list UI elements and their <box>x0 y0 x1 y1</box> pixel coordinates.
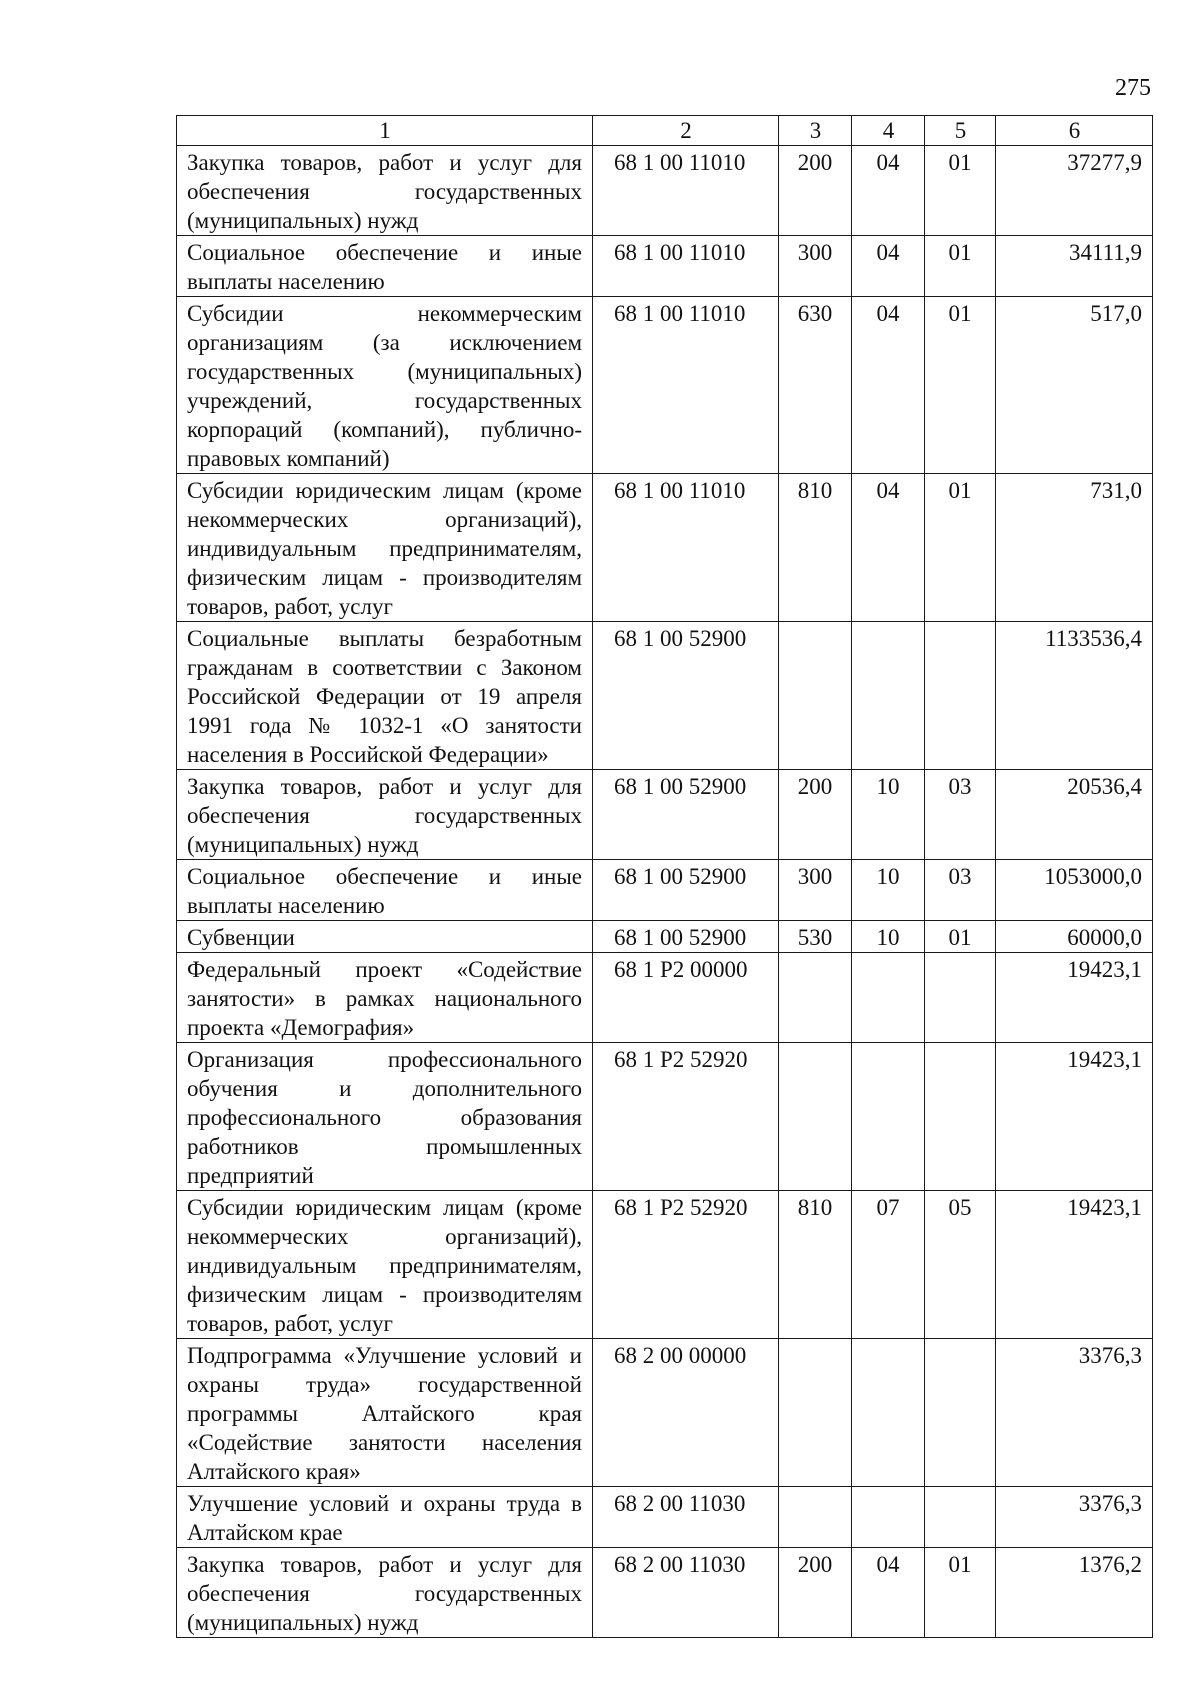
table-row <box>177 921 1153 953</box>
item-name-cell: Социальное обеспечение и иные выплаты населению <box>177 860 593 921</box>
section-cell: 04 <box>852 146 925 236</box>
classification-code-cell: 68 1 00 52900 <box>593 622 779 770</box>
expense-type-cell: 200 <box>779 1548 852 1638</box>
item-name-cell: Закупка товаров, работ и услуг для обеспечения государственных (муниципальных) нужд <box>177 146 593 236</box>
item-name-cell: Закупка товаров, работ и услуг для обеспечения государственных (муниципальных) нужд <box>177 1548 593 1638</box>
classification-code-cell: 68 1 P2 00000 <box>593 953 779 1043</box>
classification-code-cell: 68 2 00 00000 <box>593 1339 779 1487</box>
budget-table <box>176 115 1153 1638</box>
expense-type-cell: 810 <box>779 1191 852 1339</box>
item-name-cell: Социальные выплаты безработным гражданам в соответствии с Законом Российской Федерации от 19 апреля 1991 года № 1032-1 «О занятости населения в Российской Федерации» <box>177 622 593 770</box>
subsection-cell: 01 <box>925 297 996 474</box>
item-name-cell: Организация профессионального обучения и дополнительного профессионального образования работников промышленных предприятий <box>177 1043 593 1191</box>
item-name-cell: Субсидии юридическим лицам (кроме некоммерческих организаций), индивидуальным предпринимателям, физическим лицам - производителям товаров, работ, услуг <box>177 1191 593 1339</box>
subsection-cell: 01 <box>925 236 996 297</box>
subsection-cell <box>925 622 996 770</box>
classification-code-cell: 68 1 00 11010 <box>593 146 779 236</box>
subsection-cell: 03 <box>925 860 996 921</box>
amount-cell: 1133536,4 <box>996 622 1153 770</box>
column-header-1: 1 <box>177 116 593 146</box>
table-row <box>177 1043 1153 1191</box>
expense-type-cell: 300 <box>779 236 852 297</box>
table-row <box>177 1191 1153 1339</box>
table-row <box>177 1339 1153 1487</box>
subsection-cell <box>925 1339 996 1487</box>
expense-type-cell: 810 <box>779 474 852 622</box>
amount-cell: 60000,0 <box>996 921 1153 953</box>
column-header-6: 6 <box>996 116 1153 146</box>
expense-type-cell <box>779 1339 852 1487</box>
section-cell <box>852 1043 925 1191</box>
table-row <box>177 1548 1153 1638</box>
item-name-cell: Субсидии юридическим лицам (кроме некоммерческих организаций), индивидуальным предпринимателям, физическим лицам - производителям товаров, работ, услуг <box>177 474 593 622</box>
classification-code-cell: 68 1 P2 52920 <box>593 1191 779 1339</box>
amount-cell: 3376,3 <box>996 1487 1153 1548</box>
expense-type-cell: 200 <box>779 146 852 236</box>
classification-code-cell: 68 1 00 52900 <box>593 860 779 921</box>
item-name-cell: Федеральный проект «Содействие занятости» в рамках национального проекта «Демография» <box>177 953 593 1043</box>
classification-code-cell: 68 1 00 52900 <box>593 770 779 860</box>
table-row <box>177 297 1153 474</box>
table-body <box>177 146 1153 1638</box>
table-row <box>177 146 1153 236</box>
table-header <box>177 116 1153 146</box>
column-header-4: 4 <box>852 116 925 146</box>
subsection-cell: 01 <box>925 146 996 236</box>
subsection-cell: 01 <box>925 1548 996 1638</box>
subsection-cell: 01 <box>925 474 996 622</box>
subsection-cell <box>925 953 996 1043</box>
expense-type-cell: 530 <box>779 921 852 953</box>
amount-cell: 1376,2 <box>996 1548 1153 1638</box>
section-cell: 04 <box>852 236 925 297</box>
item-name-cell: Социальное обеспечение и иные выплаты населению <box>177 236 593 297</box>
section-cell <box>852 953 925 1043</box>
amount-cell: 37277,9 <box>996 146 1153 236</box>
item-name-cell: Подпрограмма «Улучшение условий и охраны труда» государственной программы Алтайского края «Содействие занятости населения Алтайского края» <box>177 1339 593 1487</box>
classification-code-cell: 68 1 P2 52920 <box>593 1043 779 1191</box>
classification-code-cell: 68 2 00 11030 <box>593 1487 779 1548</box>
item-name-cell: Улучшение условий и охраны труда в Алтайском крае <box>177 1487 593 1548</box>
amount-cell: 1053000,0 <box>996 860 1153 921</box>
expense-type-cell: 200 <box>779 770 852 860</box>
amount-cell: 34111,9 <box>996 236 1153 297</box>
classification-code-cell: 68 2 00 11030 <box>593 1548 779 1638</box>
section-cell: 10 <box>852 860 925 921</box>
page-number: 275 <box>1115 75 1151 101</box>
section-cell <box>852 1339 925 1487</box>
amount-cell: 19423,1 <box>996 953 1153 1043</box>
classification-code-cell: 68 1 00 11010 <box>593 297 779 474</box>
table-row <box>177 953 1153 1043</box>
section-cell <box>852 1487 925 1548</box>
section-cell <box>852 622 925 770</box>
header-row <box>177 116 1153 146</box>
column-header-5: 5 <box>925 116 996 146</box>
expense-type-cell <box>779 1487 852 1548</box>
subsection-cell <box>925 1487 996 1548</box>
table-row <box>177 1487 1153 1548</box>
section-cell: 04 <box>852 474 925 622</box>
expense-type-cell: 630 <box>779 297 852 474</box>
section-cell: 04 <box>852 297 925 474</box>
table-row <box>177 622 1153 770</box>
amount-cell: 19423,1 <box>996 1043 1153 1191</box>
classification-code-cell: 68 1 00 11010 <box>593 236 779 297</box>
expense-type-cell <box>779 953 852 1043</box>
item-name-cell: Закупка товаров, работ и услуг для обеспечения государственных (муниципальных) нужд <box>177 770 593 860</box>
section-cell: 10 <box>852 770 925 860</box>
subsection-cell: 05 <box>925 1191 996 1339</box>
column-header-3: 3 <box>779 116 852 146</box>
amount-cell: 731,0 <box>996 474 1153 622</box>
table-row <box>177 236 1153 297</box>
subsection-cell: 01 <box>925 921 996 953</box>
table-row <box>177 770 1153 860</box>
classification-code-cell: 68 1 00 52900 <box>593 921 779 953</box>
section-cell: 10 <box>852 921 925 953</box>
amount-cell: 517,0 <box>996 297 1153 474</box>
amount-cell: 19423,1 <box>996 1191 1153 1339</box>
section-cell: 07 <box>852 1191 925 1339</box>
section-cell: 04 <box>852 1548 925 1638</box>
expense-type-cell <box>779 622 852 770</box>
expense-type-cell <box>779 1043 852 1191</box>
table-row <box>177 860 1153 921</box>
subsection-cell: 03 <box>925 770 996 860</box>
item-name-cell: Субсидии некоммерческим организациям (за исключением государственных (муниципальных) учреждений, государственных корпораций (компаний), публично-правовых компаний) <box>177 297 593 474</box>
amount-cell: 3376,3 <box>996 1339 1153 1487</box>
item-name-cell: Субвенции <box>177 921 593 953</box>
column-header-2: 2 <box>593 116 779 146</box>
subsection-cell <box>925 1043 996 1191</box>
table-row <box>177 474 1153 622</box>
classification-code-cell: 68 1 00 11010 <box>593 474 779 622</box>
expense-type-cell: 300 <box>779 860 852 921</box>
amount-cell: 20536,4 <box>996 770 1153 860</box>
